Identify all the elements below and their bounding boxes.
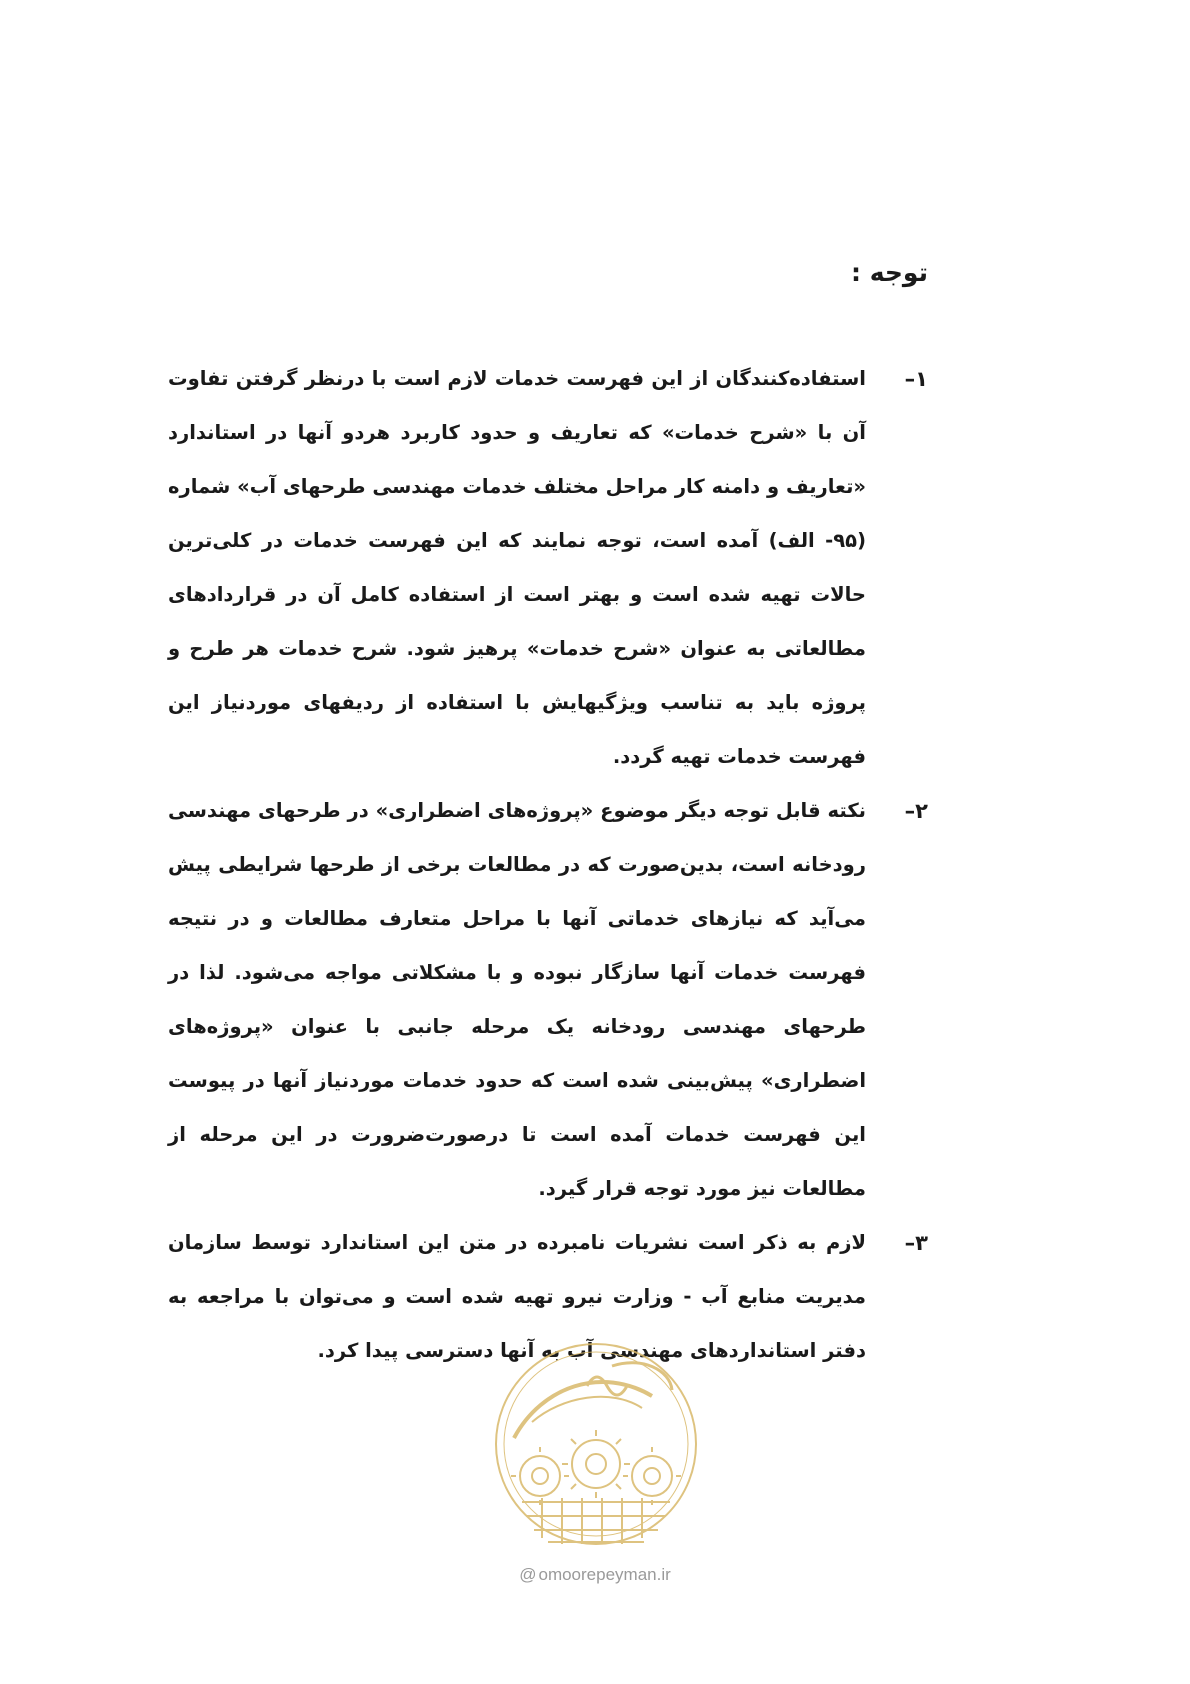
note-item (168, 784, 928, 1216)
at-sign-icon: @ (519, 1565, 537, 1584)
note-number: ۲– (904, 799, 928, 823)
note-item (168, 352, 928, 784)
note-number: ۳– (904, 1231, 928, 1255)
note-text: لازم به ذکر است نشریات نامبرده در متن این استاندارد توسط سازمان مدیریت منابع آب - وزارت نیرو تهیه شده است و می‌توان با مراجعه به دفتر استانداردهای مهندسی آب به آنها دسترسی پیدا کرد. (168, 1231, 866, 1362)
note-text: استفاده‌کنندگان از این فهرست خدمات لازم است با درنظر گرفتن تفاوت آن با «شرح خدمات» که تعاریف و حدود کاربرد هردو آنها در استاندارد «تعاریف و دامنه کار مراحل مختلف خدمات مهندسی طرحهای آب» شماره (۹۵- الف) آمده است، توجه نمایند که این فهرست خدمات در کلی‌ترین حالات تهیه شده است و بهتر است از استفاده کامل آن در قراردادهای مطالعاتی به عنوان «شرح خدمات» پرهیز شود. شرح خدمات هر طرح و پروژه باید به تناسب ویژگیهایش با استفاده از ردیفهای موردنیاز این فهرست خدمات تهیه گردد. (168, 367, 866, 768)
page-heading: توجه : (851, 258, 928, 287)
watermark-seal-icon (492, 1326, 700, 1562)
watermark-caption-text: omoorepeyman.ir (538, 1565, 671, 1584)
note-text: نکته قابل توجه دیگر موضوع «پروژه‌های اضطراری» در طرحهای مهندسی رودخانه است، بدین‌صورت که در مطالعات برخی از طرحها شرایطی پیش می‌آید که نیازهای خدماتی آنها با مراحل متعارف مطالعات و در نتیجه فهرست خدمات آنها سازگار نبوده و با مشکلاتی مواجه می‌شود. لذا در طرحهای مهندسی رودخانه یک مرحله جانبی با عنوان «پروژه‌های اضطراری» پیش‌بینی شده است که حدود خدمات موردنیاز آنها در پیوست این فهرست خدمات آمده است تا درصورت‌ضرورت در این مرحله از مطالعات نیز مورد توجه قرار گیرد. (168, 799, 866, 1200)
notes-list (168, 352, 928, 1378)
note-number: ۱– (904, 367, 928, 391)
watermark-caption (470, 1565, 720, 1585)
